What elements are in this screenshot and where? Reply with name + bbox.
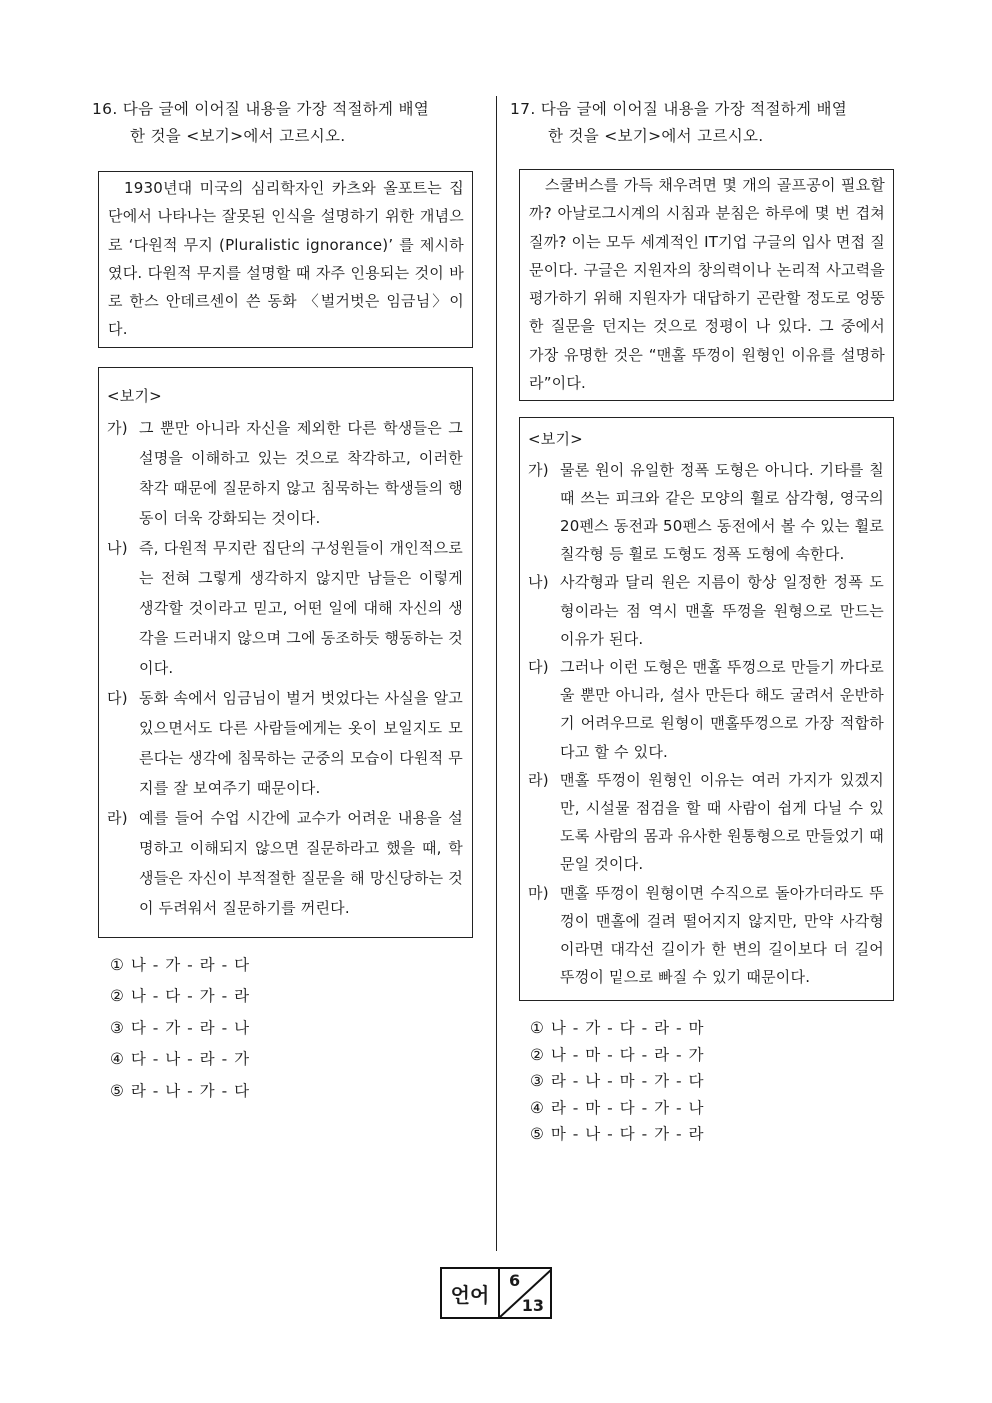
current-page: 6 <box>509 1271 521 1290</box>
answer-options <box>110 950 476 1108</box>
bogi-box <box>98 367 473 938</box>
bogi-box <box>519 417 894 1001</box>
answer-option-5[interactable]: ⑤ 라 - 나 - 가 - 다 <box>110 1081 251 1100</box>
bogi-item <box>107 803 463 923</box>
bogi-item <box>107 533 463 683</box>
answer-option-3[interactable]: ③ 다 - 가 - 라 - 나 <box>110 1018 251 1037</box>
bogi-item-text: 사각형과 달리 원은 지름이 항상 일정한 정폭 도형이라는 점 역시 맨홀 뚜껑을 원형으로 만드는 이유가 된다. <box>560 573 884 648</box>
answer-options <box>530 1015 896 1148</box>
page-number-box <box>440 1267 552 1319</box>
bogi-title: <보기> <box>107 386 162 405</box>
passage-text: 1930년대 미국의 심리학자인 카츠와 올포트는 집단에서 나타나는 잘못된 인식을 설명하기 위한 개념으로 ‘다원적 무지 (Pluralistic ignorance)’ 를 제시하였다. 다원적 무지를 설명할 때 자주 인용되는 것이 바로 한스 안데르센이 쓴 동화 〈벌거벗은 임금님〉이다. <box>108 179 464 339</box>
bogi-item-label: 라) <box>107 808 128 827</box>
bogi-item-text: 즉, 다원적 무지란 집단의 구성원들이 개인적으로는 전혀 그렇게 생각하지 않지만 남들은 이렇게 생각할 것이라고 믿고, 어떤 일에 대해 자신의 생각을 드러내지 않으며 그에 동조하듯 행동하는 것이다. <box>139 538 463 677</box>
question-stem-line1: 다음 글에 이어질 내용을 가장 적절하게 배열 <box>122 100 430 118</box>
answer-option-3[interactable]: ③ 라 - 나 - 마 - 가 - 다 <box>530 1072 705 1091</box>
bogi-item-label: 가) <box>107 418 128 437</box>
bogi-item-text: 동화 속에서 임금님이 벌거 벗었다는 사실을 알고 있으면서도 다른 사람들에게는 옷이 보일지도 모른다는 생각에 침묵하는 군중의 모습이 다원적 무지를 잘 보여주기 때문이다. <box>139 688 463 797</box>
answer-option-1[interactable]: ① 나 - 가 - 라 - 다 <box>110 955 251 974</box>
question-17 <box>510 96 896 1148</box>
bogi-item-text: 맨홀 뚜껑이 원형인 이유는 여러 가지가 있겠지만, 시설물 점검을 할 때 사람이 쉽게 다닐 수 있도록 사람의 몸과 유사한 원통형으로 만들었기 때문일 것이다. <box>560 770 884 874</box>
answer-option-4[interactable]: ④ 다 - 나 - 라 - 가 <box>110 1050 251 1069</box>
subject-label: 언어 <box>442 1269 500 1317</box>
bogi-item-label: 나) <box>107 538 128 557</box>
bogi-item <box>528 879 884 992</box>
bogi-item-label: 다) <box>107 688 128 707</box>
bogi-item <box>528 568 884 653</box>
column-divider <box>496 96 497 1251</box>
bogi-title: <보기> <box>528 430 583 449</box>
question-number: 17. <box>510 100 536 118</box>
question-stem-line1: 다음 글에 이어질 내용을 가장 적절하게 배열 <box>540 100 848 118</box>
question-17-stem <box>510 96 896 150</box>
question-number: 16. <box>92 100 118 118</box>
answer-option-1[interactable]: ① 나 - 가 - 다 - 라 - 마 <box>530 1019 705 1038</box>
bogi-item <box>107 413 463 533</box>
passage-box <box>98 171 473 348</box>
bogi-item-label: 마) <box>528 883 549 902</box>
bogi-item <box>528 456 884 569</box>
question-16-stem <box>92 96 476 150</box>
question-stem-line2: 한 것을 <보기>에서 고르시오. <box>130 127 346 145</box>
bogi-item-text: 예를 들어 수업 시간에 교수가 어려운 내용을 설명하고 이해되지 않으면 질문하라고 했을 때, 학생들은 자신이 부적절한 질문을 해 망신당하는 것이 두려워서 질문하기를 꺼린다. <box>139 808 463 917</box>
question-stem-line2: 한 것을 <보기>에서 고르시오. <box>548 127 764 145</box>
bogi-item-label: 라) <box>528 770 549 789</box>
bogi-item <box>528 766 884 879</box>
bogi-item-label: 다) <box>528 658 549 676</box>
total-pages: 13 <box>521 1296 544 1315</box>
bogi-item-text: 맨홀 뚜껑이 원형이면 수직으로 돌아가더라도 뚜껑이 맨홀에 걸려 떨어지지 않지만, 만약 사각형이라면 대각선 길이가 한 변의 길이보다 더 길어 뚜껑이 밑으로 빠질 수 있기 때문이다. <box>560 883 884 987</box>
bogi-item-text: 물론 원이 유일한 정폭 도형은 아니다. 기타를 칠 때 쓰는 피크와 같은 모양의 휠로 삼각형, 영국의 20펜스 동전과 50펜스 동전에서 볼 수 있는 휠로 칠각형 등 휠로 도형도 정폭 도형에 속한다. <box>560 460 884 564</box>
question-16 <box>92 96 476 1107</box>
bogi-item-label: 가) <box>528 460 549 479</box>
bogi-item <box>528 653 884 766</box>
bogi-item <box>107 683 463 803</box>
passage-box <box>519 169 894 401</box>
bogi-item-text: 그러나 이런 도형은 맨홀 뚜껑으로 만들기 까다로울 뿐만 아니라, 설사 만든다 해도 굴려서 운반하기 어려우므로 원형이 맨홀뚜껑으로 가장 적합하다고 할 수 있다. <box>560 658 884 761</box>
answer-option-2[interactable]: ② 나 - 마 - 다 - 라 - 가 <box>530 1045 705 1064</box>
bogi-item-text: 그 뿐만 아니라 자신을 제외한 다른 학생들은 그 설명을 이해하고 있는 것으로 착각하고, 이러한 착각 때문에 질문하지 않고 침묵하는 학생들의 행동이 더욱 강화되는 것이다. <box>139 418 463 527</box>
answer-option-2[interactable]: ② 나 - 다 - 가 - 라 <box>110 987 251 1006</box>
passage-text: 스쿨버스를 가득 채우려면 몇 개의 골프공이 필요할까? 아날로그시계의 시침과 분침은 하루에 몇 번 겹쳐질까? 이는 모두 세계적인 IT기업 구글의 입사 면접 질문이다. 구글은 지원자의 창의력이나 논리적 사고력을 평가하기 위해 지원자가 대답하기 곤란할 정도로 엉뚱한 질문을 던지는 것으로 정평이 나 있다. 그 중에서 가장 유명한 것은 “맨홀 뚜껑이 원형인 이유를 설명하라”이다. <box>529 176 885 393</box>
answer-option-4[interactable]: ④ 라 - 마 - 다 - 가 - 나 <box>530 1098 705 1117</box>
bogi-item-label: 나) <box>528 573 549 592</box>
page-fraction <box>500 1269 550 1317</box>
answer-option-5[interactable]: ⑤ 마 - 나 - 다 - 가 - 라 <box>530 1125 705 1144</box>
